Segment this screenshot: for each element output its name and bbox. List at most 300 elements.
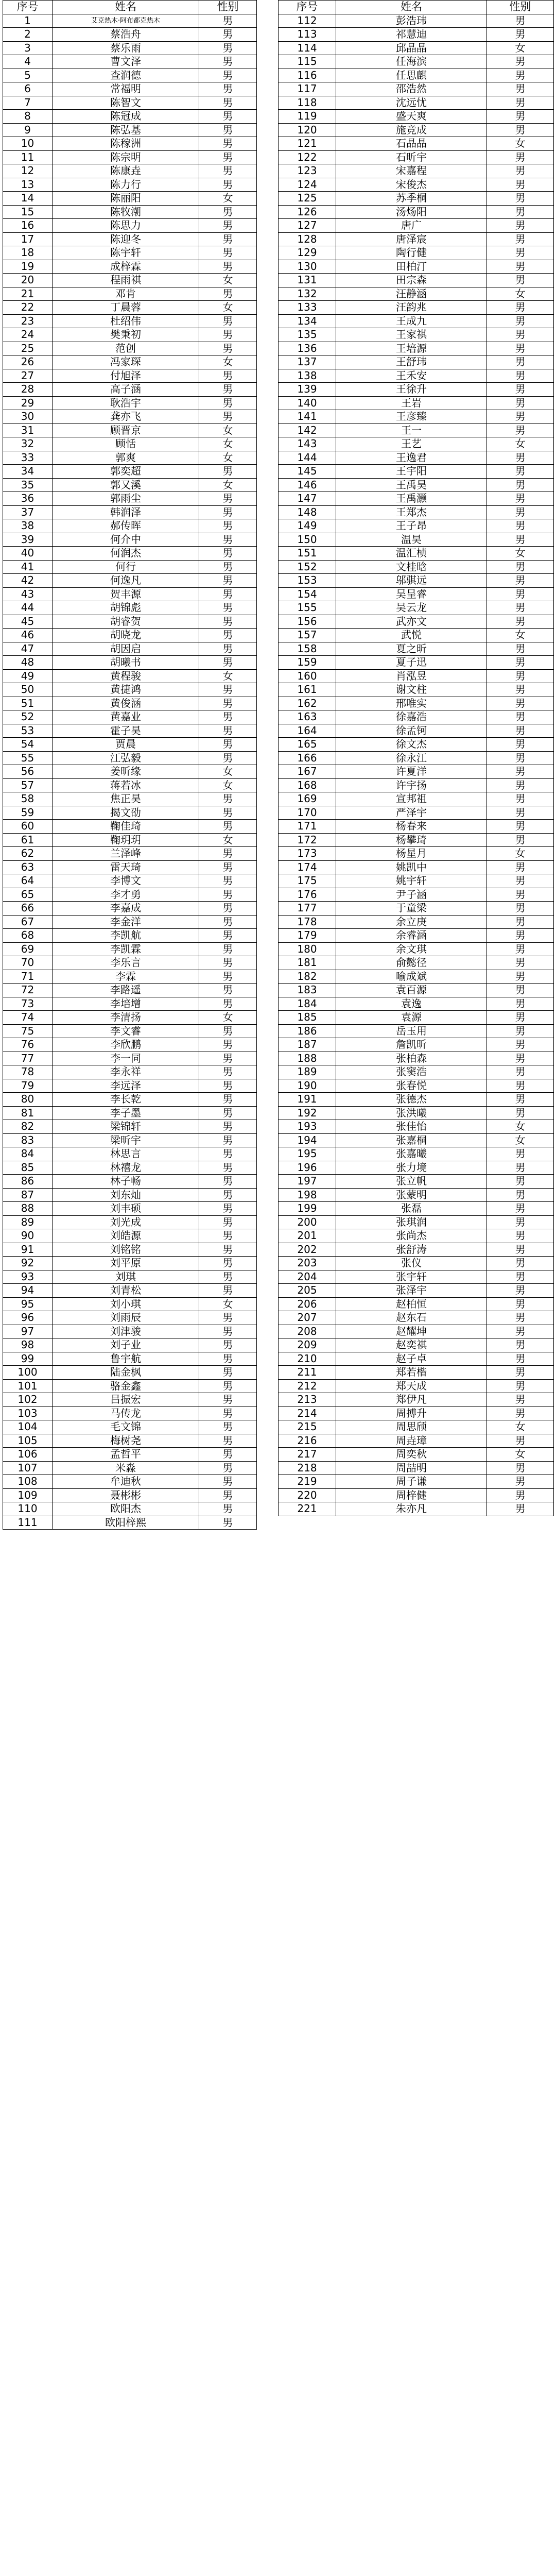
row-name: 赵奕祺	[336, 1338, 487, 1352]
row-name: 胡锦彪	[53, 601, 199, 615]
table-row	[279, 792, 554, 806]
table-row	[3, 465, 257, 479]
row-index: 26	[3, 355, 53, 369]
row-gender: 男	[487, 82, 554, 96]
row-gender: 男	[487, 1188, 554, 1202]
table-row	[279, 1052, 554, 1065]
table-row	[279, 929, 554, 943]
row-name: 徐嘉浩	[336, 710, 487, 724]
table-row	[279, 1161, 554, 1175]
row-index: 145	[279, 465, 336, 479]
row-index: 149	[279, 519, 336, 533]
table-row	[279, 820, 554, 834]
table-row	[3, 342, 257, 355]
row-gender: 男	[487, 28, 554, 42]
row-index: 31	[3, 423, 53, 437]
row-gender: 女	[199, 192, 257, 206]
row-name: 张立帆	[336, 1175, 487, 1189]
row-name: 王逸君	[336, 451, 487, 465]
row-name: 陈牧潮	[53, 205, 199, 219]
row-index: 196	[279, 1161, 336, 1175]
row-index: 4	[3, 55, 53, 69]
row-index: 77	[3, 1052, 53, 1065]
row-index: 221	[279, 1502, 336, 1516]
table-row	[3, 1488, 257, 1502]
row-index: 88	[3, 1202, 53, 1216]
row-name: 袁百源	[336, 984, 487, 997]
row-name: 胡晓龙	[53, 629, 199, 642]
row-gender: 女	[487, 137, 554, 151]
row-gender: 男	[487, 1215, 554, 1229]
row-name: 苏季桐	[336, 192, 487, 206]
row-index: 211	[279, 1366, 336, 1380]
row-name: 吴呈睿	[336, 587, 487, 601]
row-gender: 男	[199, 601, 257, 615]
table-row	[3, 1133, 257, 1147]
row-index: 36	[3, 492, 53, 506]
table-row	[3, 1052, 257, 1065]
row-index: 48	[3, 656, 53, 670]
row-index: 164	[279, 724, 336, 738]
row-name: 张宇轩	[336, 1270, 487, 1284]
row-gender: 男	[487, 956, 554, 970]
row-name: 林禧龙	[53, 1161, 199, 1175]
row-gender: 男	[487, 505, 554, 519]
row-name: 王培源	[336, 342, 487, 355]
row-index: 14	[3, 192, 53, 206]
row-gender: 男	[487, 710, 554, 724]
row-index: 182	[279, 970, 336, 984]
row-index: 22	[3, 301, 53, 315]
row-gender: 男	[487, 14, 554, 28]
row-name: 孟哲平	[53, 1448, 199, 1462]
row-index: 97	[3, 1325, 53, 1338]
row-index: 104	[3, 1420, 53, 1434]
row-index: 185	[279, 1011, 336, 1025]
row-name: 刘津骏	[53, 1325, 199, 1338]
row-name: 王艺	[336, 437, 487, 451]
row-gender: 男	[487, 396, 554, 410]
row-index: 18	[3, 246, 53, 260]
row-name: 唐泽宸	[336, 232, 487, 246]
table-row	[3, 150, 257, 164]
row-index: 13	[3, 178, 53, 192]
row-index: 212	[279, 1379, 336, 1393]
row-gender: 男	[199, 1202, 257, 1216]
table-row	[279, 1175, 554, 1189]
row-gender: 男	[199, 751, 257, 765]
table-row	[3, 697, 257, 710]
header-name: 姓名	[53, 1, 199, 14]
row-name: 顾晋京	[53, 423, 199, 437]
row-name: 刘小琪	[53, 1297, 199, 1311]
row-gender: 男	[487, 1352, 554, 1366]
row-index: 131	[279, 274, 336, 287]
row-gender: 男	[487, 1338, 554, 1352]
table-header-row	[279, 1, 554, 14]
row-gender: 男	[487, 1502, 554, 1516]
table-row	[279, 956, 554, 970]
row-index: 111	[3, 1516, 53, 1530]
row-index: 59	[3, 806, 53, 820]
row-gender: 男	[199, 383, 257, 397]
row-index: 87	[3, 1188, 53, 1202]
row-gender: 男	[487, 178, 554, 192]
table-row	[3, 1011, 257, 1025]
row-gender: 男	[199, 956, 257, 970]
row-name: 杨春来	[336, 820, 487, 834]
row-name: 黄捷鸿	[53, 683, 199, 697]
table-row	[279, 806, 554, 820]
table-row	[3, 751, 257, 765]
row-index: 54	[3, 738, 53, 752]
row-name: 米淼	[53, 1461, 199, 1475]
row-index: 24	[3, 328, 53, 342]
row-index: 81	[3, 1106, 53, 1120]
row-gender: 男	[487, 492, 554, 506]
row-name: 郭雨尘	[53, 492, 199, 506]
row-index: 58	[3, 792, 53, 806]
row-index: 72	[3, 984, 53, 997]
row-name: 刘雨辰	[53, 1311, 199, 1325]
row-gender: 女	[199, 274, 257, 287]
row-name: 许宇扬	[336, 778, 487, 792]
row-name: 周思颀	[336, 1420, 487, 1434]
row-name: 刘东灿	[53, 1188, 199, 1202]
table-row	[3, 41, 257, 55]
row-index: 8	[3, 110, 53, 124]
row-index: 46	[3, 629, 53, 642]
row-name: 徐孟钶	[336, 724, 487, 738]
row-gender: 男	[199, 492, 257, 506]
row-gender: 男	[199, 1502, 257, 1516]
row-index: 76	[3, 1038, 53, 1052]
row-name: 邢唯实	[336, 697, 487, 710]
table-row	[279, 205, 554, 219]
row-name: 王一	[336, 423, 487, 437]
student-table-left	[3, 0, 257, 1530]
row-gender: 男	[487, 1434, 554, 1448]
row-index: 1	[3, 14, 53, 28]
row-index: 184	[279, 997, 336, 1011]
row-gender: 男	[487, 1229, 554, 1243]
row-name: 张蒙明	[336, 1188, 487, 1202]
row-index: 47	[3, 642, 53, 656]
table-row	[279, 137, 554, 151]
row-name: 李金洋	[53, 915, 199, 929]
row-gender: 男	[199, 465, 257, 479]
row-index: 180	[279, 942, 336, 956]
row-name: 许夏洋	[336, 765, 487, 779]
row-name: 李才勇	[53, 888, 199, 902]
row-index: 127	[279, 219, 336, 233]
header-name: 姓名	[336, 1, 487, 14]
table-row	[279, 601, 554, 615]
table-row	[3, 164, 257, 178]
row-gender: 男	[199, 260, 257, 274]
table-row	[279, 1461, 554, 1475]
row-gender: 男	[199, 219, 257, 233]
table-row	[279, 192, 554, 206]
row-index: 139	[279, 383, 336, 397]
row-name: 江弘毅	[53, 751, 199, 765]
row-gender: 男	[487, 587, 554, 601]
row-name: 鞠佳琦	[53, 820, 199, 834]
table-row	[279, 765, 554, 779]
row-gender: 男	[487, 642, 554, 656]
row-name: 梅树尧	[53, 1434, 199, 1448]
row-name: 李欣鹏	[53, 1038, 199, 1052]
table-row	[3, 669, 257, 683]
row-name: 朱亦凡	[336, 1502, 487, 1516]
table-row	[279, 451, 554, 465]
row-name: 陈宇轩	[53, 246, 199, 260]
row-index: 91	[3, 1243, 53, 1257]
row-index: 129	[279, 246, 336, 260]
table-row	[279, 1147, 554, 1161]
row-name: 李凯航	[53, 929, 199, 943]
row-index: 50	[3, 683, 53, 697]
row-index: 67	[3, 915, 53, 929]
table-row	[3, 69, 257, 82]
row-name: 蔡浩舟	[53, 28, 199, 42]
row-index: 188	[279, 1052, 336, 1065]
row-gender: 男	[199, 902, 257, 916]
row-index: 134	[279, 314, 336, 328]
row-index: 151	[279, 547, 336, 561]
row-index: 27	[3, 369, 53, 383]
row-gender: 男	[487, 888, 554, 902]
row-gender: 女	[199, 301, 257, 315]
table-row	[279, 1406, 554, 1420]
row-gender: 女	[487, 1133, 554, 1147]
student-table-right	[278, 0, 554, 1516]
row-index: 12	[3, 164, 53, 178]
row-gender: 男	[199, 396, 257, 410]
row-name: 周搏升	[336, 1406, 487, 1420]
row-gender: 男	[487, 820, 554, 834]
row-gender: 男	[487, 355, 554, 369]
table-row	[279, 41, 554, 55]
row-name: 袁逸	[336, 997, 487, 1011]
row-index: 37	[3, 505, 53, 519]
row-index: 90	[3, 1229, 53, 1243]
row-name: 李子墨	[53, 1106, 199, 1120]
row-index: 101	[3, 1379, 53, 1393]
table-row	[279, 246, 554, 260]
row-index: 100	[3, 1366, 53, 1380]
row-name: 聂彬彬	[53, 1488, 199, 1502]
row-name: 谢文柱	[336, 683, 487, 697]
row-name: 杜绍伟	[53, 314, 199, 328]
row-gender: 男	[487, 942, 554, 956]
row-index: 89	[3, 1215, 53, 1229]
row-name: 周梓健	[336, 1488, 487, 1502]
row-name: 吕振宏	[53, 1393, 199, 1407]
table-row	[3, 192, 257, 206]
table-row	[279, 656, 554, 670]
table-row	[279, 847, 554, 861]
row-gender: 男	[199, 970, 257, 984]
row-gender: 男	[487, 1147, 554, 1161]
row-name: 张舒涛	[336, 1243, 487, 1257]
row-gender: 男	[487, 533, 554, 547]
row-index: 172	[279, 833, 336, 847]
row-index: 160	[279, 669, 336, 683]
row-gender: 男	[199, 1147, 257, 1161]
row-index: 142	[279, 423, 336, 437]
row-index: 148	[279, 505, 336, 519]
table-row	[279, 860, 554, 874]
table-row	[279, 150, 554, 164]
row-gender: 女	[199, 451, 257, 465]
row-name: 任思麒	[336, 69, 487, 82]
row-index: 2	[3, 28, 53, 42]
row-name: 施竞成	[336, 123, 487, 137]
row-name: 韩润泽	[53, 505, 199, 519]
table-row	[279, 82, 554, 96]
table-row	[279, 164, 554, 178]
row-gender: 男	[199, 1352, 257, 1366]
row-index: 195	[279, 1147, 336, 1161]
table-row	[3, 902, 257, 916]
row-gender: 女	[199, 437, 257, 451]
row-index: 42	[3, 574, 53, 588]
table-row	[279, 1188, 554, 1202]
row-name: 盛天爽	[336, 110, 487, 124]
row-gender: 男	[487, 1052, 554, 1065]
row-gender: 男	[487, 96, 554, 110]
row-name: 张尚杰	[336, 1229, 487, 1243]
row-gender: 男	[199, 1488, 257, 1502]
row-name: 林子畅	[53, 1175, 199, 1189]
table-row	[279, 560, 554, 574]
table-row	[279, 369, 554, 383]
row-index: 140	[279, 396, 336, 410]
row-index: 20	[3, 274, 53, 287]
row-name: 王家祺	[336, 328, 487, 342]
row-index: 30	[3, 410, 53, 424]
row-index: 53	[3, 724, 53, 738]
row-gender: 男	[199, 41, 257, 55]
row-index: 16	[3, 219, 53, 233]
row-gender: 男	[199, 328, 257, 342]
row-gender: 男	[199, 150, 257, 164]
table-row	[3, 492, 257, 506]
row-gender: 男	[199, 82, 257, 96]
table-row	[279, 1420, 554, 1434]
row-index: 169	[279, 792, 336, 806]
table-row	[3, 683, 257, 697]
table-row	[3, 314, 257, 328]
row-gender: 男	[487, 1284, 554, 1298]
row-gender: 男	[487, 369, 554, 383]
row-index: 167	[279, 765, 336, 779]
row-index: 106	[3, 1448, 53, 1462]
row-index: 213	[279, 1393, 336, 1407]
row-index: 74	[3, 1011, 53, 1025]
row-gender: 男	[487, 219, 554, 233]
table-row	[3, 615, 257, 629]
row-gender: 男	[487, 806, 554, 820]
table-row	[3, 984, 257, 997]
row-index: 21	[3, 287, 53, 301]
row-index: 138	[279, 369, 336, 383]
row-index: 220	[279, 1488, 336, 1502]
row-index: 189	[279, 1065, 336, 1079]
row-index: 154	[279, 587, 336, 601]
row-index: 159	[279, 656, 336, 670]
row-gender: 女	[487, 847, 554, 861]
row-gender: 男	[487, 1406, 554, 1420]
row-name: 李一同	[53, 1052, 199, 1065]
table-row	[3, 355, 257, 369]
row-name: 田宗森	[336, 274, 487, 287]
table-row	[279, 1434, 554, 1448]
table-row	[279, 1379, 554, 1393]
row-index: 193	[279, 1120, 336, 1134]
row-name: 温汇桢	[336, 547, 487, 561]
table-row	[279, 1393, 554, 1407]
row-index: 136	[279, 342, 336, 355]
row-gender: 男	[487, 1393, 554, 1407]
row-index: 165	[279, 738, 336, 752]
table-row	[279, 574, 554, 588]
row-index: 65	[3, 888, 53, 902]
row-gender: 男	[199, 1243, 257, 1257]
table-row	[279, 833, 554, 847]
row-name: 汪静涵	[336, 287, 487, 301]
row-index: 202	[279, 1243, 336, 1257]
row-index: 86	[3, 1175, 53, 1189]
row-gender: 男	[199, 997, 257, 1011]
row-gender: 男	[487, 601, 554, 615]
row-index: 166	[279, 751, 336, 765]
row-name: 肖泓昱	[336, 669, 487, 683]
row-index: 23	[3, 314, 53, 328]
row-name: 鲁宇航	[53, 1352, 199, 1366]
table-row	[3, 246, 257, 260]
table-header-row	[3, 1, 257, 14]
table-row	[279, 1093, 554, 1107]
row-index: 178	[279, 915, 336, 929]
row-gender: 男	[199, 205, 257, 219]
table-row	[279, 410, 554, 424]
row-index: 75	[3, 1024, 53, 1038]
row-name: 陈弘基	[53, 123, 199, 137]
row-name: 任海滨	[336, 55, 487, 69]
row-gender: 男	[487, 1461, 554, 1475]
row-name: 黄嘉业	[53, 710, 199, 724]
row-gender: 男	[199, 738, 257, 752]
row-gender: 男	[199, 1215, 257, 1229]
row-gender: 男	[199, 1461, 257, 1475]
row-name: 刘丰硕	[53, 1202, 199, 1216]
row-index: 168	[279, 778, 336, 792]
table-row	[3, 205, 257, 219]
table-row	[3, 14, 257, 28]
table-row	[3, 1147, 257, 1161]
row-name: 邬骐远	[336, 574, 487, 588]
row-index: 161	[279, 683, 336, 697]
row-gender: 男	[199, 164, 257, 178]
row-name: 祁慧迪	[336, 28, 487, 42]
table-row	[279, 1488, 554, 1502]
row-gender: 男	[199, 14, 257, 28]
row-gender: 男	[487, 970, 554, 984]
row-index: 45	[3, 615, 53, 629]
row-gender: 男	[199, 1106, 257, 1120]
